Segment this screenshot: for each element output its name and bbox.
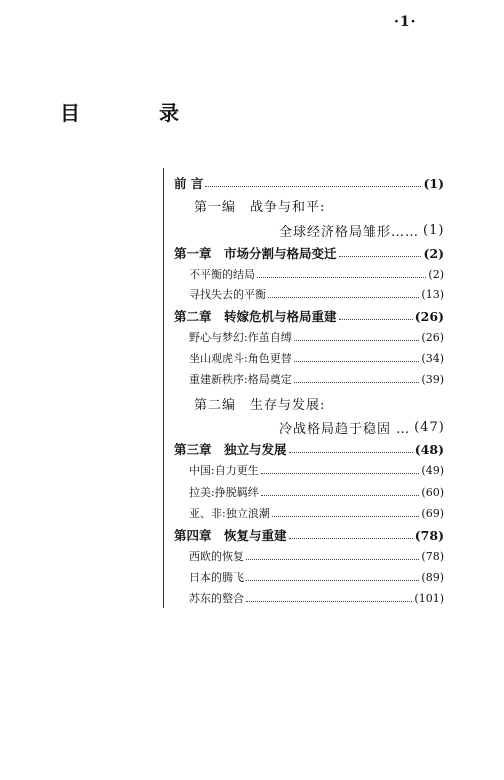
toc-entry — [164, 462, 444, 478]
page-number: ·1· — [394, 14, 417, 30]
dot-leader — [261, 473, 420, 474]
toc-entry-label: 第二编 生存与发展: — [194, 398, 326, 413]
toc-entry — [164, 221, 444, 240]
toc-entry — [164, 440, 444, 458]
toc-entry-page: (60) — [421, 485, 444, 499]
dot-leader — [246, 559, 419, 560]
toc-entry — [164, 394, 444, 413]
toc-entry-page: (26) — [414, 308, 444, 324]
toc-entry-label: 寻找失去的平衡 — [189, 288, 266, 301]
toc-entry-page: (39) — [421, 372, 444, 386]
toc-entry-label: 不平衡的结局 — [189, 268, 255, 281]
toc-entry-label: 第二章 转嫁危机与格局重建 — [174, 309, 337, 324]
toc-entry-page: (69) — [421, 506, 444, 520]
dot-leader — [294, 361, 420, 362]
toc-entry — [164, 350, 444, 366]
toc-entry-page: (13) — [421, 287, 444, 301]
dot-leader — [261, 495, 420, 496]
dot-leader — [257, 277, 426, 278]
table-of-contents — [163, 168, 444, 608]
toc-entry-label: 第三章 独立与发展 — [174, 442, 287, 457]
toc-entry-page: (78) — [421, 549, 444, 563]
toc-entry — [164, 329, 444, 345]
toc-entry-label: 西欧的恢复 — [189, 550, 244, 563]
toc-entry-label: 全球经济格局雏形…… — [279, 225, 420, 240]
dot-leader — [268, 297, 419, 298]
toc-entry-label: 前 言 — [174, 176, 204, 191]
toc-entry — [164, 244, 444, 262]
toc-entry-label: 苏东的整合 — [189, 592, 244, 605]
toc-entry-page: (26) — [421, 330, 444, 344]
toc-entry-page: (101) — [414, 591, 444, 605]
toc-entry-label: 第一章 市场分割与格局变迁 — [174, 246, 337, 261]
toc-entry-page: (89) — [421, 570, 444, 584]
dot-leader — [289, 452, 413, 453]
toc-entry-page: (47) — [414, 420, 445, 435]
dot-leader — [272, 516, 420, 517]
toc-entry — [164, 174, 444, 192]
toc-entry — [164, 371, 444, 387]
toc-entry — [164, 418, 444, 437]
toc-entry — [164, 548, 444, 564]
toc-entry-label: 野心与梦幻:作茧自缚 — [189, 331, 292, 344]
toc-entry — [164, 526, 444, 544]
toc-entry-label: 冷战格局趋于稳固 … — [279, 422, 411, 437]
page-title: 目 录 — [60, 101, 215, 125]
dot-leader — [294, 382, 420, 383]
toc-entry-label: 中国:自力更生 — [189, 464, 259, 477]
toc-entry-label: 第一编 战争与和平: — [194, 200, 326, 215]
toc-entry-page: (1) — [423, 223, 445, 238]
dot-leader — [339, 256, 422, 257]
dot-leader — [289, 538, 413, 539]
toc-entry-page: (34) — [421, 351, 444, 365]
toc-entry-page: (49) — [421, 463, 444, 477]
dot-leader — [294, 340, 420, 341]
toc-entry — [164, 286, 444, 302]
toc-entry — [164, 266, 444, 282]
dot-leader — [339, 319, 413, 320]
toc-entry-page: (2) — [423, 245, 444, 261]
toc-entry-label: 亚、非:独立浪潮 — [189, 507, 270, 520]
toc-entry-label: 坐山观虎斗:角色更替 — [189, 352, 292, 365]
toc-entry-label: 日本的腾飞 — [189, 571, 244, 584]
toc-entry-label: 重建新秩序:格局奠定 — [189, 373, 292, 386]
toc-entry — [164, 590, 444, 606]
toc-entry-page: (78) — [414, 527, 444, 543]
toc-entry — [164, 484, 444, 500]
toc-entry-page: (2) — [428, 267, 444, 281]
toc-entry — [164, 569, 444, 585]
toc-entry — [164, 196, 444, 215]
toc-entry-page: (1) — [423, 175, 444, 191]
dot-leader — [246, 601, 412, 602]
toc-entry-label: 拉美:挣脱羁绊 — [189, 486, 259, 499]
toc-entry — [164, 307, 444, 325]
toc-entry-page: (48) — [414, 441, 444, 457]
toc-entry — [164, 505, 444, 521]
dot-leader — [246, 580, 419, 581]
toc-entry-label: 第四章 恢复与重建 — [174, 528, 287, 543]
dot-leader — [205, 186, 421, 187]
